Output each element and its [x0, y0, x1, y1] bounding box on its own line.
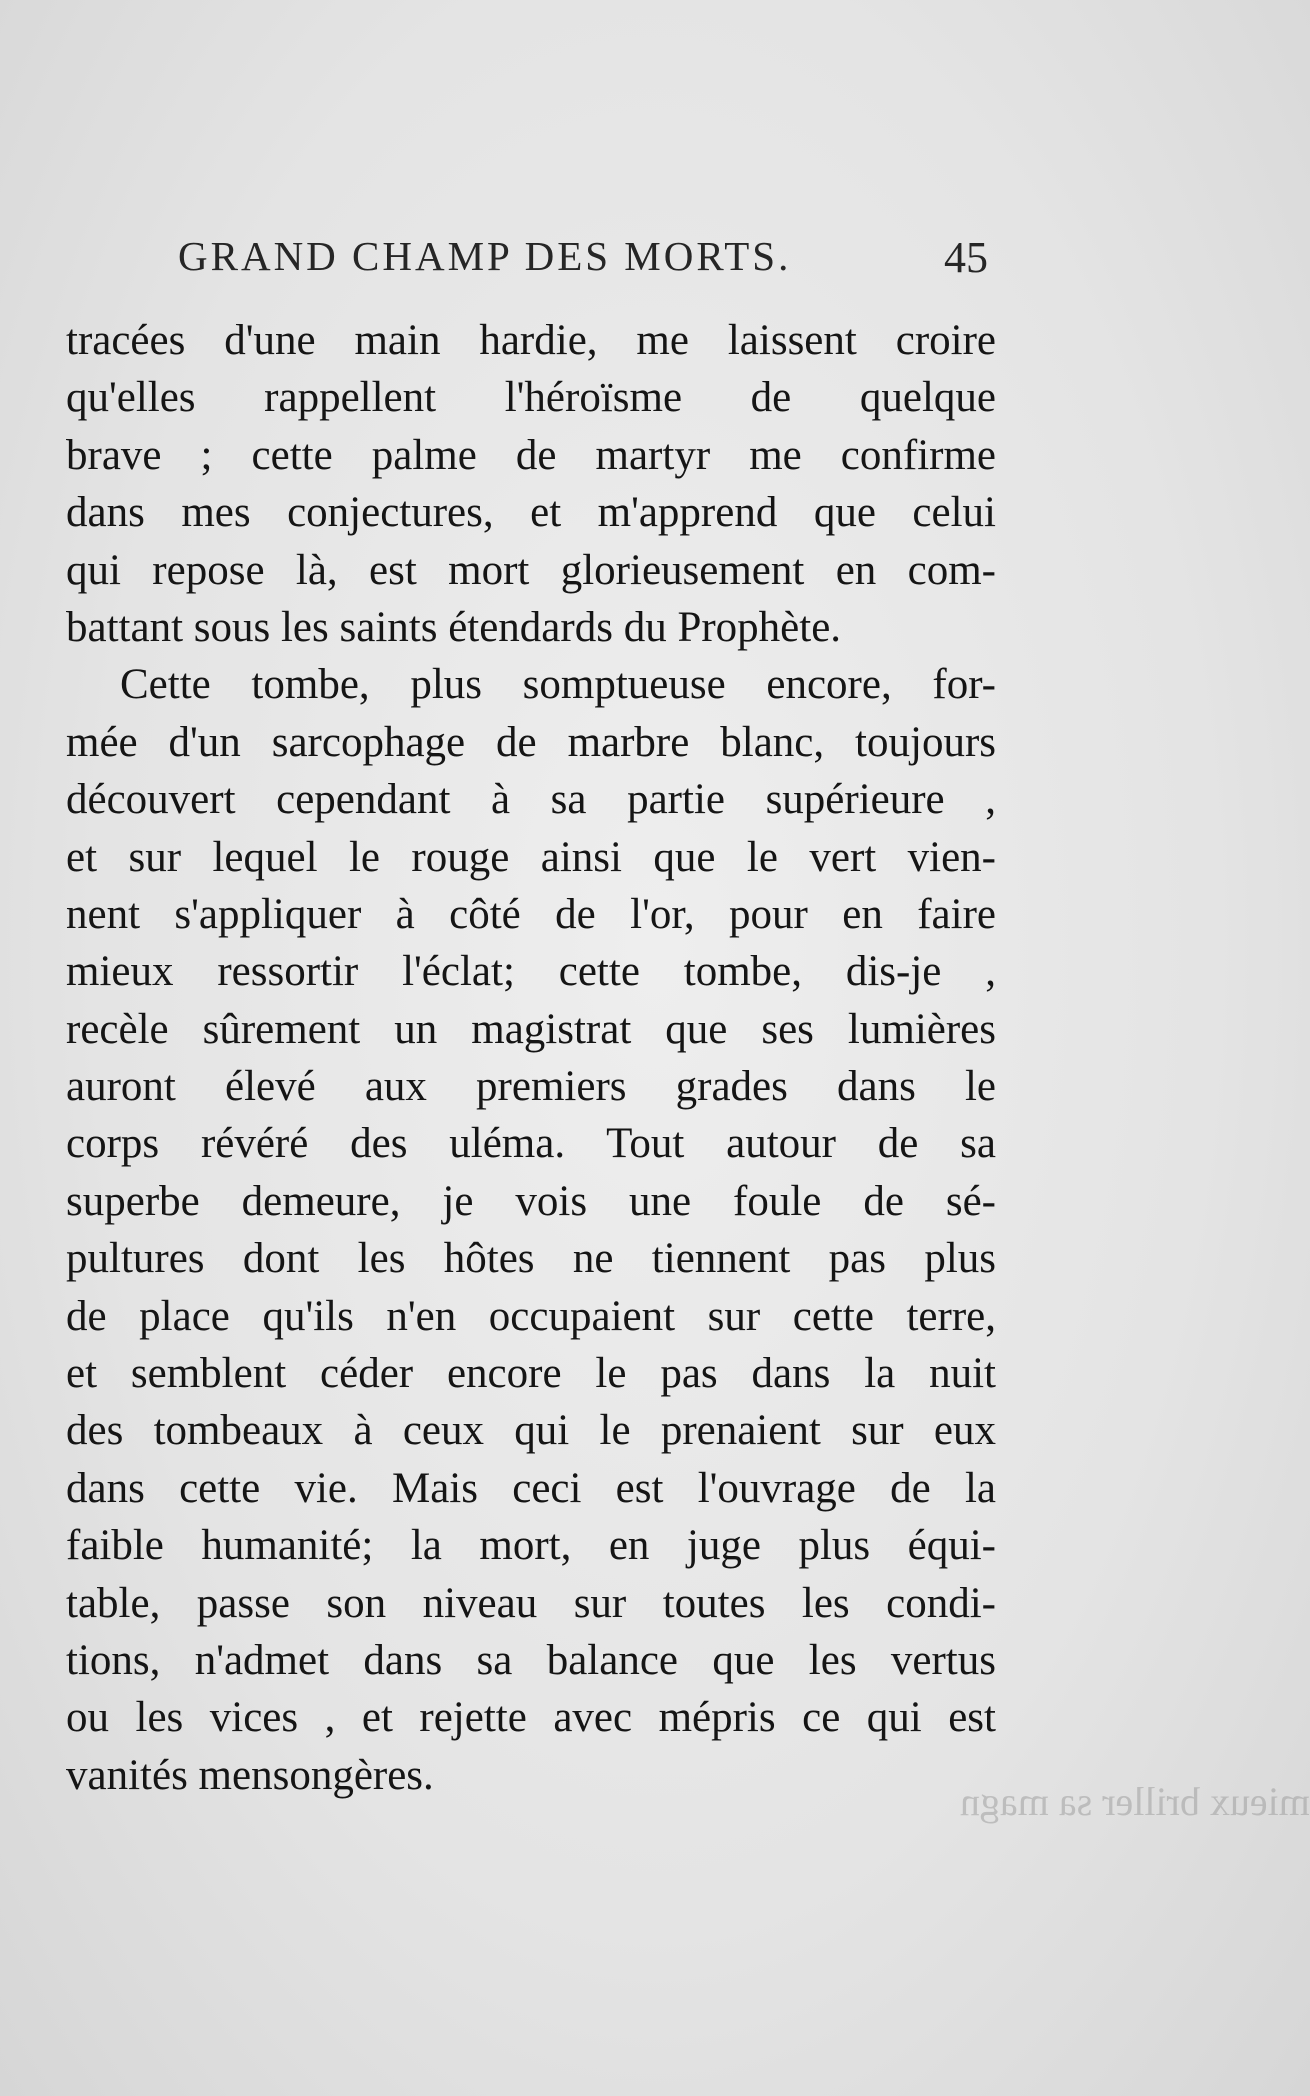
text-line: vanités mensongères.	[66, 1751, 434, 1799]
text-line: tions, n'admet dans sa balance que les vertus	[66, 1636, 996, 1684]
text-line: qui repose là, est mort glorieusement en com-	[66, 546, 996, 594]
text-line: table, passe son niveau sur toutes les condi-	[66, 1579, 996, 1627]
text-line: dans mes conjectures, et m'apprend que celui	[66, 489, 996, 537]
text-line: tracées d'une main hardie, me laissent croire	[66, 317, 996, 364]
text-line: mieux ressortir l'éclat; cette tombe, dis-je ,	[66, 948, 996, 996]
running-title: GRAND CHAMP DES MORTS.	[178, 233, 792, 279]
text-line: dans cette vie. Mais ceci est l'ouvrage de la	[66, 1464, 996, 1512]
text-line: battant sous les saints étendards du Prophète.	[66, 603, 842, 651]
text-line: recèle sûrement un magistrat que ses lumières	[66, 1005, 996, 1053]
show-through-text: mieux briller sa magn	[960, 1779, 1310, 1824]
text-line: mée d'un sarcophage de marbre blanc, toujours	[66, 718, 996, 766]
text-line: corps révéré des uléma. Tout autour de sa	[66, 1120, 996, 1168]
text-line: qu'elles rappellent l'héroïsme de quelque	[66, 374, 996, 422]
text-line: ou les vices , et rejette avec mépris ce qui est	[66, 1694, 996, 1742]
text-line: et sur lequel le rouge ainsi que le vert vien-	[66, 833, 996, 881]
text-line: découvert cependant à sa partie supérieure ,	[66, 776, 996, 824]
text-line: des tombeaux à ceux qui le prenaient sur eux	[66, 1407, 996, 1455]
text-line: faible humanité; la mort, en juge plus équi-	[66, 1522, 996, 1570]
text-line: et semblent céder encore le pas dans la nuit	[66, 1350, 996, 1398]
page-header	[178, 232, 988, 292]
body-text	[66, 312, 996, 1804]
page-number: 45	[944, 233, 988, 282]
paragraph-start-line: Cette tombe, plus somptueuse encore, for-	[120, 661, 996, 709]
text-line: de place qu'ils n'en occupaient sur cette terre,	[66, 1292, 996, 1340]
text-line: superbe demeure, je vois une foule de sé-	[66, 1177, 996, 1225]
text-line: nent s'appliquer à côté de l'or, pour en faire	[66, 890, 996, 938]
text-line: auront élevé aux premiers grades dans le	[66, 1063, 996, 1111]
text-line: brave ; cette palme de martyr me confirme	[66, 431, 996, 479]
text-line: pultures dont les hôtes ne tiennent pas plus	[66, 1235, 996, 1283]
